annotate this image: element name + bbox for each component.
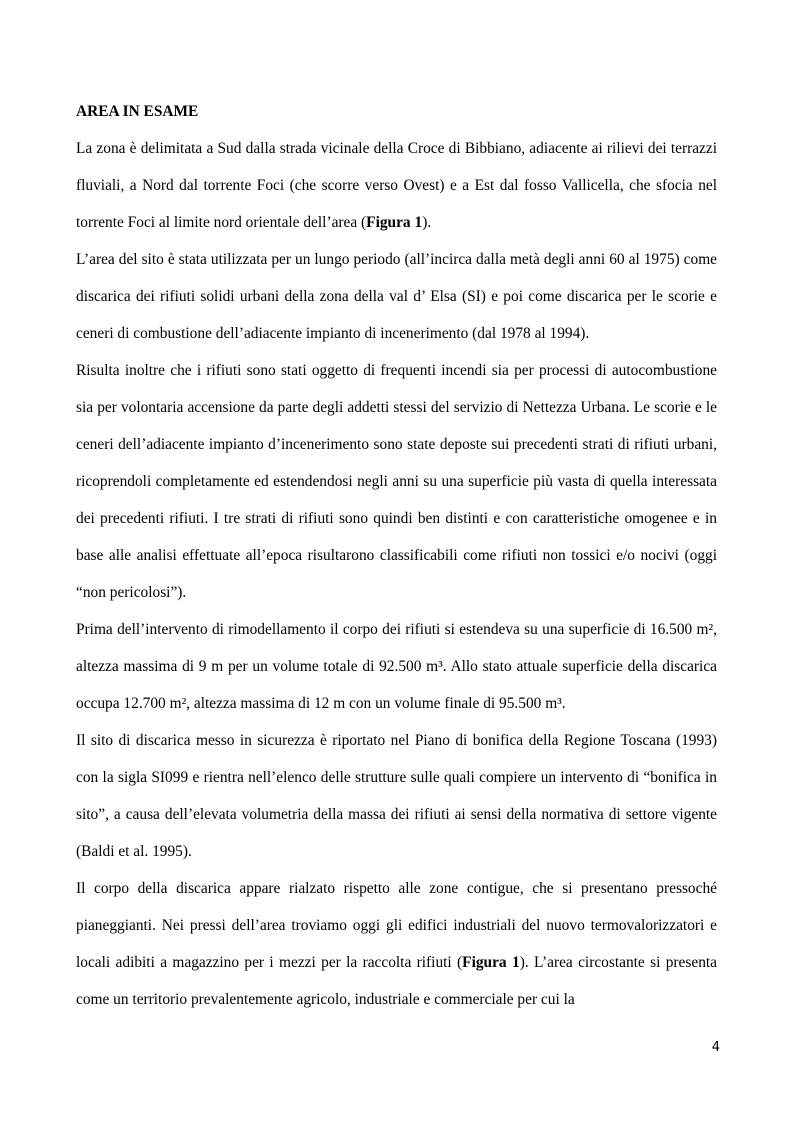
paragraph: [76, 241, 717, 352]
paragraph: [76, 722, 717, 870]
page-number: 4: [711, 1040, 720, 1055]
text-run: ). L’area circostante si presenta come un territorio prevalentemente agricolo, industriale e commerciale per cui la: [76, 954, 717, 1008]
figure-reference: Figura 1: [462, 954, 520, 971]
paragraph: [76, 130, 717, 241]
text-run: Il corpo della discarica appare rialzato rispetto alle zone contigue, che si presentano pressoché pianeggianti. Nei pressi dell’area troviamo oggi gli edifici industriali del nuovo termovalorizzatori e locali adibiti a magazzino per i mezzi per la raccolta rifiuti (: [76, 880, 717, 971]
body-text: [76, 93, 717, 1018]
text-run: ).: [422, 214, 432, 231]
text-run: Prima dell’intervento di rimodellamento il corpo dei rifiuti si estendeva su una superficie di 16.500 m², altezza massima di 9 m per un volume totale di 92.500 m³. Allo stato attuale superficie della discarica occupa 12.700 m², altezza massima di 12 m con un volume finale di 95.500 m³.: [76, 621, 717, 712]
text-run: Risulta inoltre che i rifiuti sono stati oggetto di frequenti incendi sia per processi di autocombustione sia per volontaria accensione da parte degli addetti stessi del servizio di Nettezza Urbana. Le scorie e le ceneri dell’adiacente impianto d’incenerimento sono state deposte sui precedenti strati di rifiuti urbani, ricoprendoli completamente ed estendendosi negli anni su una superficie più vasta di quella interessata dei precedenti rifiuti. I tre strati di rifiuti sono quindi ben distinti e con caratteristiche omogenee e in base alle analisi effettuate all’epoca risultarono classificabili come rifiuti non tossici e/o nocivi (oggi “non pericolosi”).: [76, 362, 717, 601]
paragraph: [76, 352, 717, 611]
figure-reference: Figura 1: [366, 214, 423, 231]
text-run: La zona è delimitata a Sud dalla strada vicinale della Croce di Bibbiano, adiacente ai rilievi dei terrazzi fluviali, a Nord dal torrente Foci (che scorre verso Ovest) e a Est dal fosso Vallicella, che sfocia nel torrente Foci al limite nord orientale dell’area (: [76, 140, 717, 231]
text-run: Il sito di discarica messo in sicurezza è riportato nel Piano di bonifica della Regione Toscana (1993) con la sigla SI099 e rientra nell’elenco delle strutture sulle quali compiere un intervento di “bonifica in sito”, a causa dell’elevata volumetria della massa dei rifiuti ai sensi della normativa di settore vigente (Baldi et al. 1995).: [76, 732, 717, 860]
paragraph: [76, 611, 717, 722]
paragraph: [76, 870, 717, 1018]
text-run: L’area del sito è stata utilizzata per un lungo periodo (all’incirca dalla metà degli anni 60 al 1975) come discarica dei rifiuti solidi urbani della zona della val d’ Elsa (SI) e poi come discarica per le scorie e ceneri di combustione dell’adiacente impianto di incenerimento (dal 1978 al 1994).: [76, 251, 717, 342]
section-heading: AREA IN ESAME: [76, 103, 199, 120]
